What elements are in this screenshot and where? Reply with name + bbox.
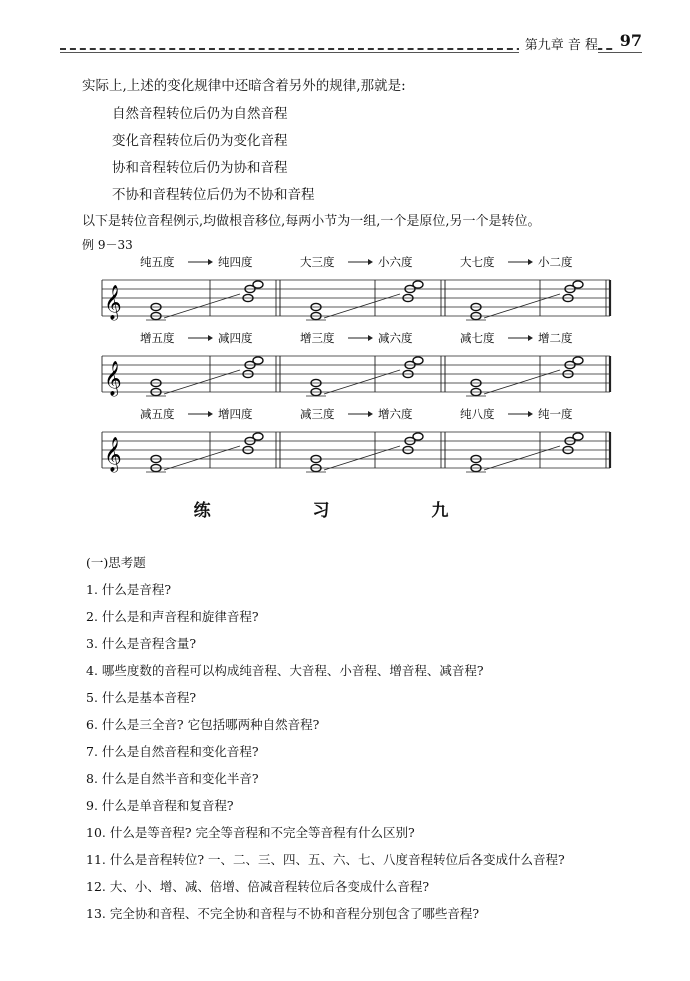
- staff-row-3: [102, 407, 610, 473]
- question-4: 4. 哪些度数的音程可以构成纯音程、大音程、小音程、增音程、减音程?: [86, 663, 484, 678]
- whole-note: [413, 433, 423, 440]
- question-3: 3. 什么是音程含量?: [86, 636, 197, 651]
- question-7: 7. 什么是自然音程和变化音程?: [86, 744, 259, 759]
- rule-line-4: 不协和音程转位后仍为不协和音程: [112, 187, 315, 203]
- intro-paragraph: 实际上,上述的变化规律中还暗含着另外的规律,那就是:: [82, 78, 406, 94]
- whole-note: [573, 357, 583, 364]
- arrow-right-icon: [368, 335, 373, 341]
- interval-label-original: 减三度: [300, 407, 335, 421]
- arrow-right-icon: [368, 411, 373, 417]
- arrow-right-icon: [208, 259, 213, 265]
- rule-line-1: 自然音程转位后仍为自然音程: [112, 106, 288, 122]
- whole-note: [253, 357, 263, 364]
- rule-line-3: 协和音程转位后仍为协和音程: [112, 160, 288, 176]
- rule-line-2: 变化音程转位后仍为变化音程: [112, 133, 288, 149]
- interval-label-original: 纯五度: [140, 255, 175, 269]
- staff-row-2: [102, 331, 610, 397]
- question-2: 2. 什么是和声音程和旋律音程?: [86, 609, 259, 624]
- exercise-title: 练 习 九: [193, 501, 497, 521]
- treble-clef-icon: 𝄞: [104, 361, 122, 396]
- question-5: 5. 什么是基本音程?: [86, 690, 197, 705]
- interval-label-original: 纯八度: [460, 407, 495, 421]
- arrow-right-icon: [208, 411, 213, 417]
- interval-label-inverted: 增六度: [378, 407, 413, 421]
- section-title: (一)思考题: [86, 555, 146, 570]
- arrow-right-icon: [368, 259, 373, 265]
- example-intro: 以下是转位音程例示,均做根音移位,每两小节为一组,一个是原位,另一个是转位。: [82, 214, 541, 229]
- interval-label-original: 减七度: [460, 331, 495, 345]
- interval-label-inverted: 小二度: [538, 255, 573, 269]
- question-12: 12. 大、小、增、减、倍增、倍减音程转位后各变成什么音程?: [86, 879, 430, 894]
- interval-label-original: 增五度: [140, 331, 175, 345]
- whole-note: [413, 357, 423, 364]
- staff-row-1: [102, 255, 610, 321]
- music-example: [90, 250, 615, 475]
- interval-label-inverted: 减六度: [378, 331, 413, 345]
- page-header: [60, 31, 642, 54]
- question-10: 10. 什么是等音程? 完全等音程和不完全等音程有什么区别?: [86, 825, 415, 840]
- interval-label-inverted: 增二度: [538, 331, 573, 345]
- arrow-right-icon: [208, 335, 213, 341]
- treble-clef-icon: 𝄞: [104, 437, 122, 472]
- interval-label-original: 增三度: [300, 331, 335, 345]
- whole-note: [413, 281, 423, 288]
- interval-label-original: 减五度: [140, 407, 175, 421]
- question-11: 11. 什么是音程转位? 一、二、三、四、五、六、七、八度音程转位后各变成什么音程?: [86, 852, 565, 867]
- chapter-title: 第九章 音 程: [519, 34, 598, 53]
- question-1: 1. 什么是音程?: [86, 582, 172, 597]
- question-6: 6. 什么是三全音? 它包括哪两种自然音程?: [86, 717, 320, 732]
- page-number: 97: [614, 31, 642, 50]
- interval-label-inverted: 减四度: [218, 331, 253, 345]
- interval-label-inverted: 增四度: [218, 407, 253, 421]
- whole-note: [253, 433, 263, 440]
- interval-label-inverted: 小六度: [378, 255, 413, 269]
- interval-label-inverted: 纯一度: [538, 407, 573, 421]
- whole-note: [253, 281, 263, 288]
- interval-label-original: 大七度: [460, 255, 495, 269]
- question-9: 9. 什么是单音程和复音程?: [86, 798, 234, 813]
- interval-label-inverted: 纯四度: [218, 255, 253, 269]
- whole-note: [573, 281, 583, 288]
- question-8: 8. 什么是自然半音和变化半音?: [86, 771, 259, 786]
- treble-clef-icon: 𝄞: [104, 285, 122, 320]
- example-label: 例 9－33: [82, 238, 133, 252]
- arrow-right-icon: [528, 335, 533, 341]
- question-13: 13. 完全协和音程、不完全协和音程与不协和音程分别包含了哪些音程?: [86, 906, 480, 921]
- interval-label-original: 大三度: [300, 255, 335, 269]
- arrow-right-icon: [528, 259, 533, 265]
- arrow-right-icon: [528, 411, 533, 417]
- whole-note: [573, 433, 583, 440]
